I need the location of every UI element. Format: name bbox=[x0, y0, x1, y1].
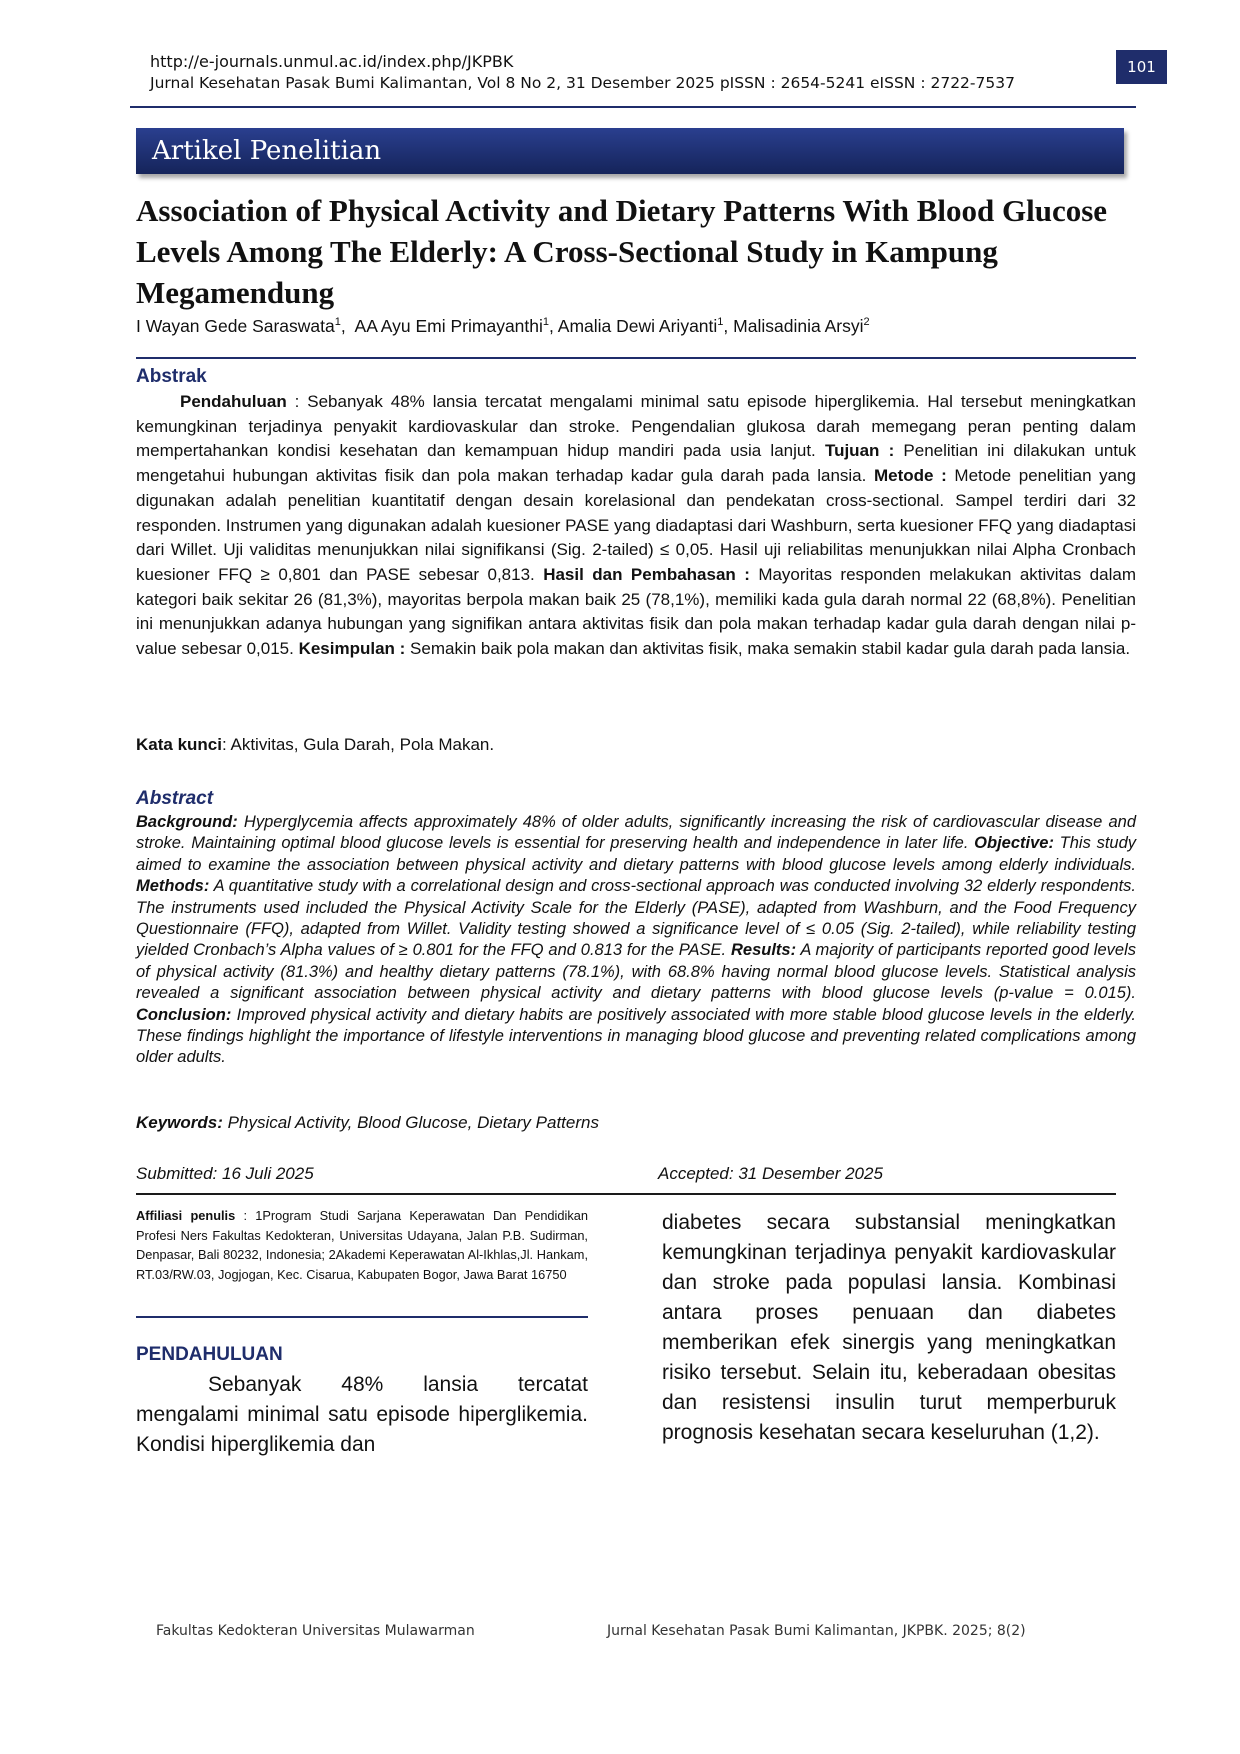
author-affiliation-marker: 2 bbox=[863, 316, 870, 329]
article-type-banner: Artikel Penelitian bbox=[136, 128, 1124, 174]
author-affiliation bbox=[136, 1206, 588, 1284]
dates-divider bbox=[136, 1193, 1116, 1195]
affiliation-text: : 1Program Studi Sarjana Keperawatan Dan Pendidikan Profesi Ners Fakultas Kedokteran, Universitas Udayana, Jalan P.B. Sudirman, Denpasar, Bali 80232, Indonesia; 2Akademi Keperawatan Al-Ikhlas,Jl. Hankam, RT.03/RW.03, Jogjogan, Kec. Cisarua, Kabupaten Bogor, Jawa Barat 16750 bbox=[136, 1208, 588, 1282]
kata-kunci-text: : Aktivitas, Gula Darah, Pola Makan. bbox=[221, 735, 495, 754]
keywords-label: Keywords: bbox=[136, 1113, 223, 1132]
abstract-body bbox=[136, 812, 1136, 1069]
affiliation-label: Affiliasi penulis bbox=[136, 1208, 236, 1223]
results-label: Results: bbox=[730, 941, 797, 960]
keywords bbox=[136, 1113, 599, 1133]
hasil-label: Hasil dan Pembahasan : bbox=[543, 564, 750, 584]
kata-kunci bbox=[136, 735, 494, 755]
author-affiliation-marker: 1 bbox=[334, 316, 341, 329]
header-divider bbox=[130, 106, 1136, 108]
tujuan-label: Tujuan : bbox=[824, 441, 895, 461]
background-text: Hyperglycemia affects approximately 48% of older adults, significantly increasing the risk of cardiovascular disease and stroke. Maintaining optimal blood glucose levels is essential for preserving health and independence in later life. bbox=[136, 813, 1136, 853]
objective-label: Objective: bbox=[974, 834, 1054, 853]
affiliation-divider bbox=[136, 1316, 588, 1318]
abstract-heading: Abstract bbox=[136, 788, 214, 809]
conclusion-label: Conclusion: bbox=[136, 1005, 232, 1024]
body-column-right bbox=[662, 1208, 1116, 1448]
results-text: A majority of participants reported good levels of physical activity (81.3%) and healthy dietary patterns (78.1%), with 68.8% having normal blood glucose levels. Statistical analysis revealed a significant association between physical activity and dietary patterns with blood glucose levels (p-value = 0.015). bbox=[136, 941, 1136, 1003]
methods-text: A quantitative study with a correlational design and cross-sectional approach was conducted involving 32 elderly respondents. The instruments used included the Physical Activity Scale for the Elderly (PASE), adapted from Washburn, and the Food Frequency Questionnaire (FFQ), adapted from Willet. Validity testing showed a significance level of ≤ 0.05 (Sig. 2-tailed), while reliability testing yielded Cronbach’s Alpha values of ≥ 0.801 for the FFQ and 0.813 for the PASE. bbox=[136, 877, 1136, 960]
objective-text: This study aimed to examine the association between physical activity and dietary patterns with blood glucose levels among elderly individuals. bbox=[136, 834, 1137, 874]
background-label: Background: bbox=[136, 813, 238, 831]
author-name: Amalia Dewi Ariyanti bbox=[557, 316, 718, 336]
footer-citation: Jurnal Kesehatan Pasak Bumi Kalimantan, JKPBK. 2025; 8(2) bbox=[607, 1623, 1026, 1639]
author-affiliation-marker: 1 bbox=[717, 316, 724, 329]
body-paragraph: diabetes secara substansial meningkatkan kemungkinan terjadinya penyakit kardiovaskular dan stroke pada populasi lansia. Kombinasi antara proses penuaan dan diabetes memberikan efek sinergis yang meningkatkan risiko tersebut. Selain itu, keberadaan obesitas dan resistensi insulin turut memperburuk prognosis kesehatan secara keseluruhan (1,2). bbox=[662, 1211, 1116, 1444]
footer-institution: Fakultas Kedokteran Universitas Mulawarman bbox=[156, 1623, 475, 1639]
abstrak-body bbox=[136, 390, 1136, 662]
kesimpulan-label: Kesimpulan : bbox=[298, 639, 406, 659]
metode-label: Metode : bbox=[874, 466, 947, 486]
pendahuluan-heading: PENDAHULUAN bbox=[136, 1344, 283, 1365]
kata-kunci-label: Kata kunci bbox=[136, 735, 222, 754]
hasil-text: Mayoritas responden melakukan aktivitas dalam kategori baik sekitar 26 (81,3%), mayoritas berpola makan baik 25 (78,1%), memiliki kada gula darah normal 22 (68,8%). Penelitian ini menunjukkan adanya hubungan yang signifikan antara aktivitas fisik dan pola makan terhadap kadar gula darah dengan nilai p-value sebesar 0,015. bbox=[136, 564, 1136, 659]
abstrak-heading: Abstrak bbox=[136, 366, 207, 387]
pendahuluan-label: Pendahuluan bbox=[180, 392, 287, 411]
kesimpulan-text: Semakin baik pola makan dan aktivitas fisik, maka semakin stabil kadar gula darah pada lansia. bbox=[405, 639, 1131, 659]
author-affiliation-marker: 1 bbox=[542, 316, 550, 329]
body-paragraph: Sebanyak 48% lansia tercatat mengalami minimal satu episode hiperglikemia. Kondisi hiperglikemia dan bbox=[136, 1373, 588, 1456]
conclusion-text: Improved physical activity and dietary habits are positively associated with more stable blood glucose levels in the elderly. These findings highlight the importance of lifestyle interventions in managing blood glucose and preventing related complications among older adults. bbox=[136, 1005, 1136, 1067]
journal-url[interactable]: http://e-journals.unmul.ac.id/index.php/JKPBK bbox=[150, 52, 514, 71]
author-list: I Wayan Gede Saraswata$^1$, AA Ayu Emi Primayanthi$^1$, Amalia Dewi Ariyanti$^1$, Malisadinia Arsyi$^2$ bbox=[136, 316, 870, 336]
body-column-left bbox=[136, 1370, 588, 1460]
accepted-date: Accepted: 31 Desember 2025 bbox=[658, 1164, 883, 1183]
section-divider bbox=[136, 357, 1136, 359]
author-name: I Wayan Gede Saraswata bbox=[136, 316, 335, 336]
page-number-badge: 101 bbox=[1116, 50, 1167, 84]
metode-text: Metode penelitian yang digunakan adalah penelitian kuantitatif dengan desain korelasional dan pendekatan cross-sectional. Sampel terdiri dari 32 responden. Instrumen yang digunakan adalah kuesioner PASE yang diadaptasi dari Washburn, serta kuesioner FFQ yang diadaptasi dari Willet. Uji validitas menunjukkan nilai signifikansi (Sig. 2-tailed) ≤ 0,05. Hasil uji reliabilitas menunjukkan nilai Alpha Cronbach kuesioner FFQ ≥ 0,801 dan PASE sebesar 0,813. bbox=[136, 466, 1137, 584]
article-title: Association of Physical Activity and Dietary Patterns With Blood Glucose Levels Among The Elderly: A Cross-Sectional Study in Kampung Megamendung bbox=[136, 193, 1108, 310]
author-name: Malisadinia Arsyi bbox=[733, 316, 864, 336]
submitted-date: Submitted: 16 Juli 2025 bbox=[136, 1164, 314, 1183]
journal-citation-line: Jurnal Kesehatan Pasak Bumi Kalimantan, Vol 8 No 2, 31 Desember 2025 pISSN : 2654-5241 eISSN : 2722-7537 bbox=[150, 74, 1015, 92]
keywords-text: Physical Activity, Blood Glucose, Dietary Patterns bbox=[222, 1113, 599, 1132]
methods-label: Methods: bbox=[136, 877, 210, 896]
author-name: AA Ayu Emi Primayanthi bbox=[354, 316, 543, 336]
tujuan-text: Penelitian ini dilakukan untuk mengetahui hubungan aktivitas fisik dan pola makan terhadap kadar gula darah pada lansia. bbox=[136, 441, 1136, 486]
pendahuluan-text: : Sebanyak 48% lansia tercatat mengalami minimal satu episode hiperglikemia. Hal tersebut meningkatkan kemungkinan terjadinya penyakit kardiovaskular dan stroke. Pengendalian glukosa darah memegang peran penting dalam mempertahankan kondisi kesehatan dan kemampuan hidup mandiri pada usia lanjut. bbox=[136, 392, 1136, 461]
